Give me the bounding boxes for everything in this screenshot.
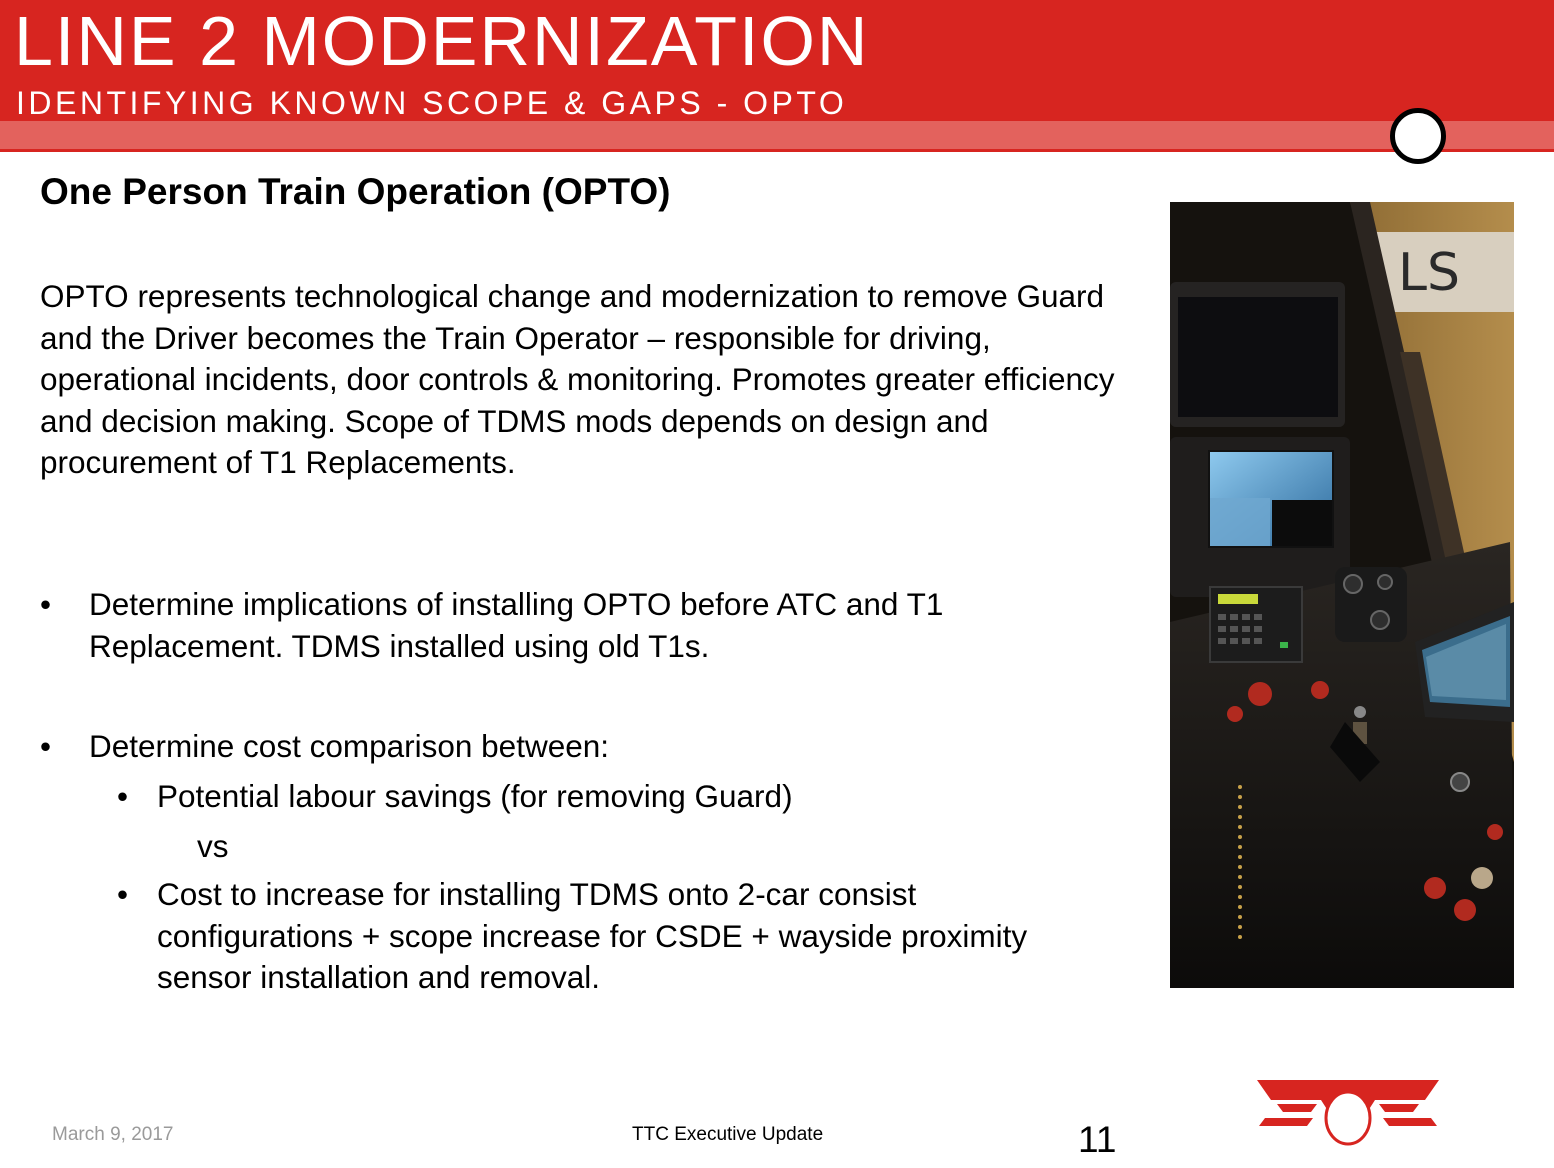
cab-console-photo <box>1170 202 1514 988</box>
wall-sign-text: LS <box>1398 243 1460 303</box>
intro-paragraph: OPTO represents technological change and modernization to remove Guard and the Driver becomes the Train Operator – responsible for driving, operational incidents, door controls & monitoring. Promotes greater efficiency and decision making. Scope of TDMS mods depends on design and procurement of T1 Replacements. <box>40 278 1115 481</box>
page-number: 11 <box>1078 1119 1117 1160</box>
sub-bullet-text: Potential labour savings (for removing Guard) <box>157 778 793 814</box>
bullet-text: Determine cost comparison between: <box>89 728 609 764</box>
slide-subtitle: IDENTIFYING KNOWN SCOPE & GAPS - OPTO <box>16 85 848 121</box>
footer-title: TTC Executive Update <box>632 1124 824 1145</box>
header-divider <box>0 149 1554 152</box>
ttc-logo <box>1255 1078 1441 1152</box>
sub-bullet-marker: • <box>117 876 129 912</box>
sub-bullet-item <box>117 874 1117 1004</box>
sub-bullet-marker: • <box>117 778 129 814</box>
versus-text: vs <box>197 828 229 864</box>
bullet-marker: • <box>40 586 52 622</box>
slide-title: LINE 2 MODERNIZATION <box>14 2 870 80</box>
sub-bullet-text: Cost to increase for installing TDMS onto 2-car consist configurations + scope increase for CSDE + wayside proximity sensor installation and removal. <box>157 876 1028 996</box>
footer-date: March 9, 2017 <box>52 1124 174 1145</box>
bullet-item <box>40 584 1140 674</box>
header-stripe <box>0 121 1554 149</box>
sub-bullet-item <box>117 776 1117 820</box>
bullet-item <box>40 726 1140 770</box>
bullet-marker: • <box>40 728 52 764</box>
circle-marker-icon <box>1390 108 1446 164</box>
bullet-text: Determine implications of installing OPTO before ATC and T1 Replacement. TDMS installed using old T1s. <box>89 586 944 664</box>
section-heading: One Person Train Operation (OPTO) <box>40 171 671 212</box>
